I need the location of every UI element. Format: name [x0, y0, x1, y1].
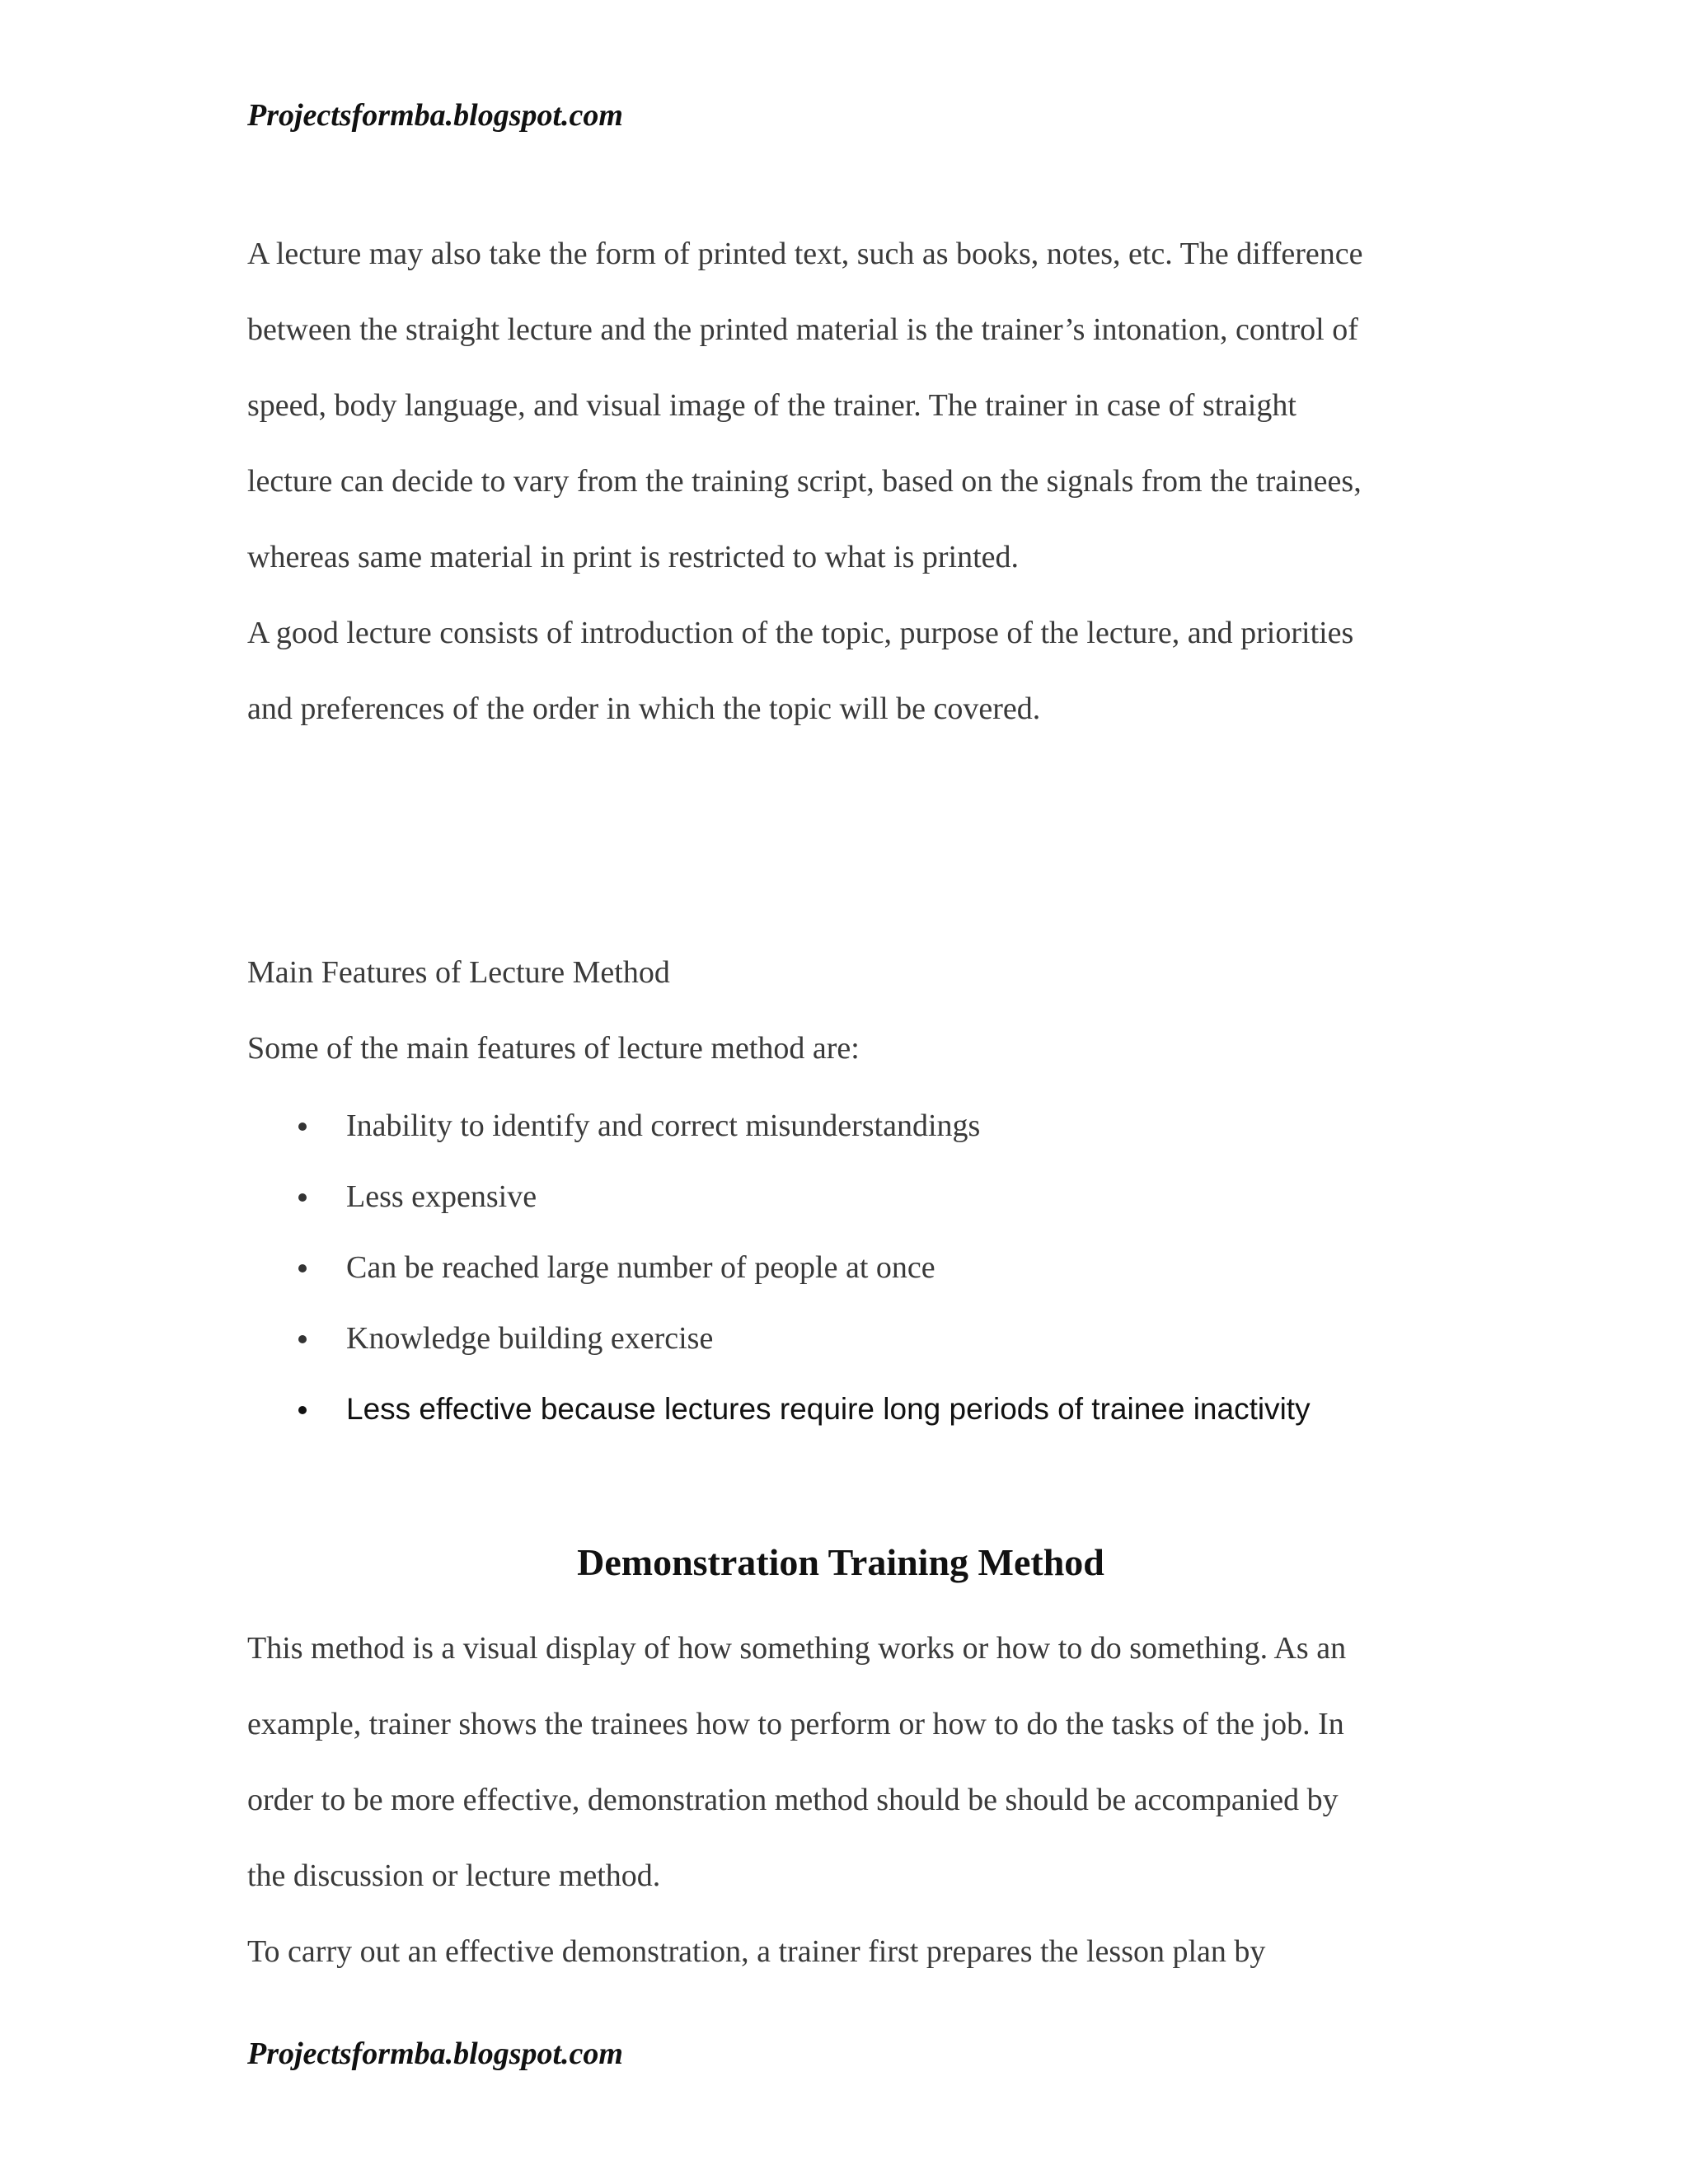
- intro-line: lecture can decide to vary from the training script, based on the signals from the trainees,: [247, 464, 1362, 499]
- intro-line: A lecture may also take the form of printed text, such as books, notes, etc. The difference: [247, 237, 1363, 271]
- intro-line: speed, body language, and visual image of the trainer. The trainer in case of straight: [247, 388, 1296, 423]
- demonstration-paragraph: [247, 1610, 1451, 1990]
- intro-line: and preferences of the order in which the topic will be covered.: [247, 691, 1041, 726]
- list-item-text: Less expensive: [346, 1179, 537, 1214]
- list-item-text: Can be reached large number of people at once: [346, 1250, 935, 1285]
- intro-paragraph: [247, 216, 1451, 747]
- demonstration-line: example, trainer shows the trainees how to perform or how to do the tasks of the job. In: [247, 1707, 1344, 1741]
- bullet-icon: [298, 1335, 307, 1343]
- header-site-link: Projectsformba.blogspot.com: [247, 98, 623, 133]
- features-heading: Main Features of Lecture Method: [247, 955, 670, 990]
- intro-line: between the straight lecture and the printed material is the trainer’s intonation, control of: [247, 312, 1358, 347]
- footer-site-link: Projectsformba.blogspot.com: [247, 2036, 623, 2071]
- bullet-icon: [298, 1406, 307, 1414]
- bullet-icon: [298, 1264, 307, 1272]
- section-title: Demonstration Training Method: [577, 1541, 1104, 1583]
- intro-line: whereas same material in print is restricted to what is printed.: [247, 540, 1019, 574]
- demonstration-line: To carry out an effective demonstration, a trainer first prepares the lesson plan by: [247, 1934, 1266, 1969]
- bullet-icon: [298, 1122, 307, 1131]
- list-item-text: Inability to identify and correct misunderstandings: [346, 1108, 981, 1143]
- bullet-icon: [298, 1193, 307, 1202]
- demonstration-line: order to be more effective, demonstration method should be should be accompanied by: [247, 1783, 1339, 1817]
- demonstration-line: This method is a visual display of how something works or how to do something. As an: [247, 1631, 1347, 1666]
- features-lead: Some of the main features of lecture method are:: [247, 1031, 860, 1066]
- list-item-text: Knowledge building exercise: [346, 1321, 714, 1356]
- demonstration-line: the discussion or lecture method.: [247, 1858, 661, 1893]
- intro-line: A good lecture consists of introduction of the topic, purpose of the lecture, and priorities: [247, 616, 1354, 650]
- list-item-text: Less effective because lectures require long periods of trainee inactivity: [346, 1392, 1311, 1426]
